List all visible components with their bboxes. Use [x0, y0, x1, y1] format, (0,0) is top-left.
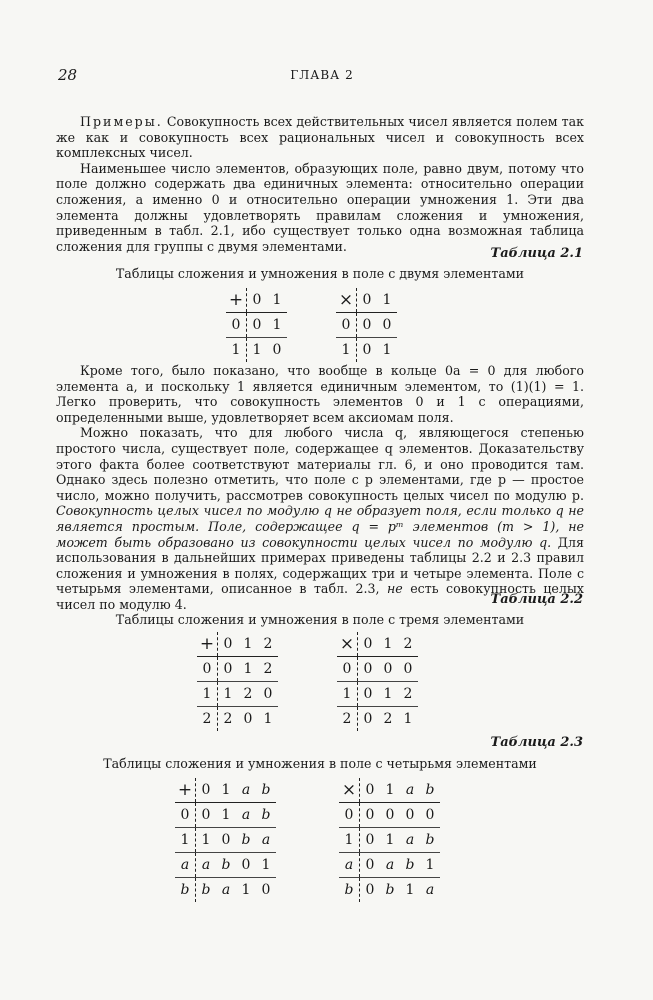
table-cell: a [236, 803, 256, 828]
table-2-1-multiplication [336, 288, 397, 362]
table-cell: b [196, 878, 217, 903]
table-2-3-multiplication [339, 778, 440, 902]
table-cell: a [400, 828, 420, 853]
table-cell: 0 [360, 803, 381, 828]
table-cell: a [420, 878, 440, 903]
table-row [337, 632, 418, 657]
paragraph-ring-property: Кроме того, было показано, что вообще в кольце 0a = 0 для любого элемента a, и поскольку 1 является единичным элементом, то (1)(1) = 1. Легко проверить, что совокупность элементов 0 и 1 с операциями, определенными выше, удовлетворяет всем аксиомам поля. [56, 363, 584, 425]
table-cell: 0 [256, 878, 276, 903]
table-cell: 0 [358, 657, 379, 682]
table-cell: 1 [267, 288, 287, 313]
table-cell: 1 [339, 828, 360, 853]
table-cell: 1 [218, 682, 239, 707]
table-cell: b [400, 853, 420, 878]
table-row [339, 878, 440, 903]
operator-symbol: × [339, 778, 360, 803]
prime-power-text-2: Для использования в дальнейших примерах приведены таблицы 2.2 и 2.3 правил сложения и умножения в полях, содержащих три и четыре элемента. Поле с четырьмя элементами, описанное в табл. 2.3, [56, 534, 584, 597]
table-cell: b [256, 778, 276, 803]
table-row [337, 657, 418, 682]
table-cell: 1 [337, 682, 358, 707]
operator-symbol: × [337, 632, 358, 657]
table-row [336, 313, 397, 338]
paragraph-prime-power [56, 425, 584, 612]
table-cell: 0 [226, 313, 247, 338]
table-cell: 0 [247, 288, 268, 313]
table-cell: 0 [377, 313, 397, 338]
table-cell: b [420, 778, 440, 803]
table-row [339, 803, 440, 828]
table-cell: 1 [258, 707, 278, 732]
table-row [337, 707, 418, 732]
operator-symbol: + [197, 632, 218, 657]
table-row [197, 657, 278, 682]
table-cell: 2 [258, 632, 278, 657]
table-row [339, 778, 440, 803]
table-cell: 0 [267, 338, 287, 363]
operator-symbol: × [336, 288, 357, 313]
table-cell: 0 [238, 707, 258, 732]
table-cell: 0 [420, 803, 440, 828]
table-cell: 1 [238, 657, 258, 682]
table-row [226, 338, 287, 363]
table-cell: 0 [196, 778, 217, 803]
table-cell: 1 [226, 338, 247, 363]
operator-symbol: + [226, 288, 247, 313]
table-cell: 0 [218, 657, 239, 682]
table-2-3-addition [175, 778, 276, 902]
table-cell: 2 [337, 707, 358, 732]
table-cell: 0 [336, 313, 357, 338]
table-cell: 1 [380, 778, 400, 803]
table-cell: 2 [218, 707, 239, 732]
table-cell: 2 [398, 632, 418, 657]
table-cell: b [256, 803, 276, 828]
table-cell: 0 [218, 632, 239, 657]
table-cell: a [339, 853, 360, 878]
table-row [197, 707, 278, 732]
table-cell: 1 [196, 828, 217, 853]
text-block-1 [56, 114, 584, 254]
table-cell: a [216, 878, 236, 903]
prime-power-text-3: есть совокупность целых чисел по модулю 4. [56, 581, 584, 612]
table-cell: 0 [258, 682, 278, 707]
table-cell: b [380, 878, 400, 903]
table-cell: 0 [360, 828, 381, 853]
chapter-title: ГЛАВА 2 [290, 68, 354, 82]
table-row [197, 682, 278, 707]
table-cell: 1 [247, 338, 268, 363]
table-cell: 1 [216, 803, 236, 828]
table-cell: 1 [175, 828, 196, 853]
examples-lead: Примеры. [80, 114, 163, 129]
table-cell: 0 [358, 682, 379, 707]
prime-power-not: не [387, 581, 403, 597]
table-cell: a [175, 853, 196, 878]
table-cell: 0 [216, 828, 236, 853]
table-row [336, 338, 397, 363]
text-block-2 [56, 363, 584, 613]
table-cell: a [400, 778, 420, 803]
paragraph-examples [56, 114, 584, 161]
table-cell: 0 [358, 632, 379, 657]
table-cell: 0 [236, 853, 256, 878]
table-row [197, 632, 278, 657]
table-cell: 0 [196, 803, 217, 828]
table-cell: 1 [216, 778, 236, 803]
table-cell: 1 [238, 632, 258, 657]
examples-text: Совокупность всех действительных чисел является полем так же как и совокупность всех рациональных чисел и совокупность всех комплексных чисел. [56, 114, 584, 161]
table-2-2-multiplication [337, 632, 418, 731]
table-cell: 0 [339, 803, 360, 828]
table-cell: 0 [358, 707, 379, 732]
table-cell: 0 [360, 878, 381, 903]
table-cell: 0 [398, 657, 418, 682]
table-cell: 1 [378, 632, 398, 657]
table-row [175, 778, 276, 803]
table-cell: 2 [398, 682, 418, 707]
table-2-2-caption: Таблицы сложения и умножения в поле с тремя элементами [115, 612, 525, 627]
table-cell: 1 [400, 878, 420, 903]
table-cell: 0 [357, 288, 378, 313]
table-row [226, 288, 287, 313]
table-cell: 1 [420, 853, 440, 878]
table-row [339, 853, 440, 878]
table-cell: 0 [360, 778, 381, 803]
table-row [336, 288, 397, 313]
table-cell: 1 [336, 338, 357, 363]
table-row [175, 828, 276, 853]
table-2-1-label: Таблица 2.1 [490, 246, 583, 261]
table-cell: 1 [267, 313, 287, 338]
table-cell: 2 [197, 707, 218, 732]
table-cell: 1 [378, 682, 398, 707]
table-cell: 0 [360, 853, 381, 878]
table-cell: b [339, 878, 360, 903]
table-cell: 2 [238, 682, 258, 707]
table-cell: 0 [400, 803, 420, 828]
page-number: 28 [58, 66, 78, 84]
table-cell: b [216, 853, 236, 878]
table-cell: 1 [256, 853, 276, 878]
table-row [339, 828, 440, 853]
table-2-3-label: Таблица 2.3 [490, 735, 583, 750]
table-cell: 0 [175, 803, 196, 828]
table-cell: a [196, 853, 217, 878]
table-cell: 0 [247, 313, 268, 338]
table-cell: 1 [377, 288, 397, 313]
table-cell: a [256, 828, 276, 853]
prime-power-text: Можно показать, что для любого числа q, являющегося степенью простого числа, существует поле, содержащее q элементов. Доказательству этого факта более соответствуют материалы гл. 6, и оно проводится там. Однако здесь полезно отметить, что поле с p элементами, где p — простое число, можно получить, рассмотрев совокупность целых чисел по модулю p. [56, 425, 584, 503]
table-cell: a [380, 853, 400, 878]
table-cell: b [420, 828, 440, 853]
table-cell: 1 [377, 338, 397, 363]
prime-power-theorem: Совокупность целых чисел по модулю q не образует поля, если только q не является простым. Поле, содержащее q = pᵐ элементов (m > 1), не может быть образовано из совокупности целых чисел по модулю q. [56, 503, 584, 550]
table-cell: 0 [380, 803, 400, 828]
table-cell: 2 [258, 657, 278, 682]
table-cell: 0 [197, 657, 218, 682]
table-cell: 1 [236, 878, 256, 903]
table-cell: 0 [357, 313, 378, 338]
table-cell: b [236, 828, 256, 853]
table-2-1-addition [226, 288, 287, 362]
table-row [175, 853, 276, 878]
table-cell: 1 [398, 707, 418, 732]
table-2-2-addition [197, 632, 278, 731]
table-cell: 2 [378, 707, 398, 732]
table-2-2-label: Таблица 2.2 [490, 592, 583, 607]
page-header [58, 66, 586, 86]
table-cell: 1 [197, 682, 218, 707]
table-cell: b [175, 878, 196, 903]
table-cell: 0 [337, 657, 358, 682]
table-cell: a [236, 778, 256, 803]
table-row [175, 803, 276, 828]
table-2-3-caption: Таблицы сложения и умножения в поле с четырьмя элементами [103, 756, 537, 771]
table-row [226, 313, 287, 338]
table-cell: 1 [380, 828, 400, 853]
table-row [175, 878, 276, 903]
table-2-1-caption: Таблицы сложения и умножения в поле с двумя элементами [115, 266, 525, 281]
table-row [337, 682, 418, 707]
table-cell: 0 [378, 657, 398, 682]
paragraph-smallest-field: Наименьшее число элементов, образующих поле, равно двум, потому что поле должно содержать два единичных элемента: относительно операции сложения, а именно 0 и относительно операции умножения 1. Эти два элемента должны удовлетворять правилам сложения и умножения, приведенным в табл. 2.1, ибо существует только одна возможная таблица сложения для группы с двумя элементами. [56, 160, 584, 254]
operator-symbol: + [175, 778, 196, 803]
table-cell: 0 [357, 338, 378, 363]
